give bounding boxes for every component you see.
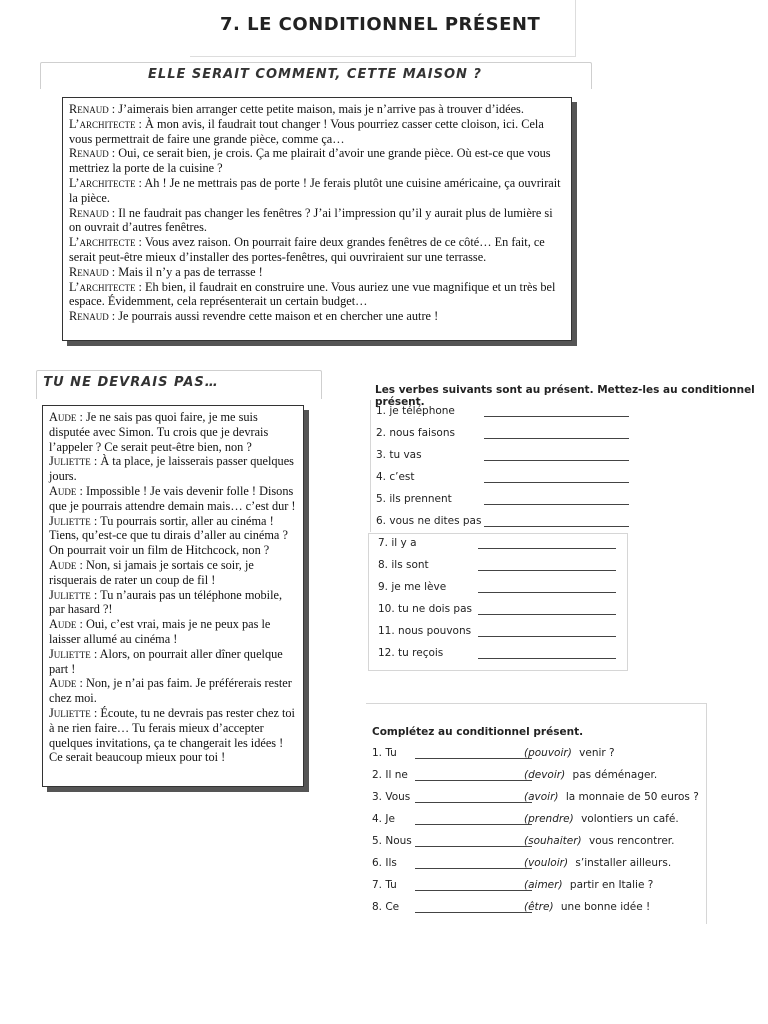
speaker-name: Juliette: [49, 646, 91, 661]
section2-heading: TU NE DEVRAIS PAS…: [43, 375, 219, 390]
line-text: : À mon avis, il faudrait tout changer ! Vous pourriez casser cette cloison, ici. Cela vous permettrait de faire une grande pièce, comme ça…: [69, 116, 544, 146]
line-text: : Non, si jamais je sortais ce soir, je risquerais de rater un coup de fil !: [49, 557, 254, 587]
exercise2-verb-hint: [524, 901, 650, 913]
exercise2-subject: 1. Tu: [372, 747, 397, 759]
answer-blank[interactable]: [478, 636, 616, 637]
speaker-name: Aude: [49, 483, 77, 498]
line-text: : Oui, c’est vrai, mais je ne peux pas le laisser allumé au cinéma !: [49, 617, 271, 646]
devrais-dialogue-line: [49, 706, 298, 765]
dialogue-maison-lines: [69, 102, 565, 324]
line-text: : Impossible ! Je vais devenir folle ! Disons que je pourrais attendre demain mais… c’est dur !: [49, 483, 296, 513]
maison-dialogue-line: [69, 235, 565, 265]
speaker-name: Juliette: [49, 513, 91, 528]
speaker-name: Aude: [49, 557, 77, 572]
answer-blank[interactable]: [415, 868, 532, 869]
devrais-dialogue-line: [49, 676, 298, 706]
speaker-name: Renaud: [69, 102, 109, 116]
line-text: : Écoute, tu ne devrais pas rester chez toi à ne rien faire… Tu ferais mieux d’accepter quelques invitations, ça te changerait les idées ! Ce serait beaucoup mieux pour toi !: [49, 705, 295, 765]
infinitive-hint: (vouloir): [524, 857, 569, 869]
dialogue-box-maison: [62, 97, 572, 341]
exercise2-item: [372, 769, 408, 781]
sentence-end: volontiers un café.: [577, 813, 679, 825]
exercise2-item: [372, 857, 397, 869]
exercise2-verb-hint: [524, 879, 653, 891]
line-text: : Alors, on pourrait aller dîner quelque part !: [49, 646, 283, 676]
exercise2-subject: 3. Vous: [372, 791, 411, 803]
answer-blank[interactable]: [415, 758, 532, 759]
exercise2-subject: 5. Nous: [372, 835, 412, 847]
exercise1-item: 10. tu ne dois pas: [378, 603, 472, 615]
line-text: : Vous avez raison. On pourrait faire deux grandes fenêtres de ce côté… En fait, ce serait peut-être mieux d’installer des portes-fenêtres, qui ouvriraient sur une terrasse.: [69, 235, 545, 264]
maison-dialogue-line: [69, 176, 565, 206]
speaker-name: L’architecte: [69, 235, 136, 250]
answer-blank[interactable]: [478, 548, 616, 549]
line-text: : J’aimerais bien arranger cette petite maison, mais je n’arrive pas à trouver d’idées.: [108, 102, 524, 116]
devrais-dialogue-line: [49, 588, 298, 618]
exercise2-verb-hint: [524, 791, 699, 803]
exercise2-verb-hint: [524, 835, 675, 847]
answer-blank[interactable]: [415, 780, 532, 781]
answer-blank[interactable]: [415, 802, 532, 803]
sentence-end: venir ?: [575, 747, 615, 759]
exercise1-item: 11. nous pouvons: [378, 625, 472, 637]
infinitive-hint: (devoir): [524, 769, 566, 781]
exercise2-instruction: Complétez au conditionnel présent.: [372, 726, 584, 738]
exercise1-frame-top: [368, 400, 371, 532]
exercise2-verb-hint: [524, 857, 671, 869]
exercise2-item: [372, 879, 397, 891]
answer-blank[interactable]: [415, 846, 532, 847]
maison-dialogue-line: [69, 309, 565, 324]
maison-dialogue-line: [69, 265, 565, 280]
answer-blank[interactable]: [415, 824, 532, 825]
exercise1-item: 3. tu vas: [376, 449, 422, 461]
line-text: : Non, je n’ai pas faim. Je préférerais rester chez moi.: [49, 676, 292, 706]
devrais-dialogue-line: [49, 454, 298, 484]
answer-blank[interactable]: [415, 890, 532, 891]
answer-blank[interactable]: [484, 416, 629, 417]
sentence-end: pas déménager.: [569, 769, 658, 781]
line-text: : Mais il n’y a pas de terrasse !: [108, 264, 263, 279]
sentence-end: une bonne idée !: [557, 901, 651, 913]
maison-dialogue-line: [69, 102, 565, 117]
speaker-name: Renaud: [69, 264, 109, 279]
infinitive-hint: (prendre): [524, 813, 574, 825]
sentence-end: s’installer ailleurs.: [572, 857, 672, 869]
speaker-name: Aude: [49, 676, 77, 691]
dialogue-tu-ne-devrais-lines: [49, 410, 298, 765]
speaker-name: Aude: [49, 617, 77, 632]
line-text: : Il ne faudrait pas changer les fenêtres ? J’ai l’impression qu’il y aurait plus de lumière si on ouvrait d’autres fenêtres.: [69, 205, 553, 235]
devrais-dialogue-line: [49, 617, 298, 647]
speaker-name: Aude: [49, 410, 77, 424]
maison-dialogue-line: [69, 206, 565, 236]
exercise2-verb-hint: [524, 813, 679, 825]
answer-blank[interactable]: [478, 614, 616, 615]
maison-dialogue-line: [69, 117, 565, 147]
answer-blank[interactable]: [484, 438, 629, 439]
answer-blank[interactable]: [484, 482, 629, 483]
infinitive-hint: (aimer): [524, 879, 563, 891]
speaker-name: L’architecte: [69, 175, 136, 190]
answer-blank[interactable]: [484, 526, 629, 527]
speaker-name: Juliette: [49, 705, 91, 720]
line-text: : Tu pourrais sortir, aller au cinéma ! Tiens, qu’est-ce que tu dirais d’aller au cinéma ? On pourrait voir un film de Hitchcock, non ?: [49, 513, 288, 558]
line-text: : À ta place, je laisserais passer quelques jours.: [49, 454, 294, 484]
exercise2-item: [372, 813, 395, 825]
answer-blank[interactable]: [478, 592, 616, 593]
exercise2-subject: 4. Je: [372, 813, 395, 825]
answer-blank[interactable]: [478, 570, 616, 571]
speaker-name: Renaud: [69, 146, 109, 161]
exercise1-item: 8. ils sont: [378, 559, 429, 571]
answer-blank[interactable]: [415, 912, 532, 913]
sentence-end: vous rencontrer.: [585, 835, 675, 847]
speaker-name: L’architecte: [69, 116, 136, 131]
infinitive-hint: (souhaiter): [524, 835, 582, 847]
exercise2-item: [372, 791, 410, 803]
exercise1-item: 4. c’est: [376, 471, 415, 483]
devrais-dialogue-line: [49, 558, 298, 588]
speaker-name: Juliette: [49, 454, 91, 469]
speaker-name: L’architecte: [69, 279, 136, 294]
exercise1-item: 5. ils prennent: [376, 493, 452, 505]
line-text: : Ah ! Je ne mettrais pas de porte ! Je ferais plutôt une cuisine américaine, ça ouvrirait la pièce.: [69, 175, 561, 205]
line-text: : Oui, ce serait bien, je crois. Ça me plairait d’avoir une grande pièce. Où est-ce que vous mettriez la porte de la cuisine ?: [69, 146, 551, 176]
exercise2-subject: 8. Ce: [372, 901, 400, 913]
line-text: : Je pourrais aussi revendre cette maison et en chercher une autre !: [108, 309, 439, 324]
exercise2-item: [372, 747, 397, 759]
exercise2-subject: 2. Il ne: [372, 769, 408, 781]
maison-dialogue-line: [69, 146, 565, 176]
answer-blank[interactable]: [478, 658, 616, 659]
exercise2-item: [372, 835, 412, 847]
line-text: : Je ne sais pas quoi faire, je me suis disputée avec Simon. Tu crois que je devrais l’appeler ? Ce serait peut-être bien, non ?: [49, 410, 269, 454]
exercise1-item: 1. je téléphone: [376, 405, 455, 417]
exercise1-item: 9. je me lève: [378, 581, 447, 593]
speaker-name: Juliette: [49, 587, 91, 602]
infinitive-hint: (avoir): [524, 791, 559, 803]
exercise2-verb-hint: [524, 769, 657, 781]
exercise1-item: 7. il y a: [378, 537, 417, 549]
devrais-dialogue-line: [49, 410, 298, 454]
exercise2-item: [372, 901, 399, 913]
exercise1-instruction: Les verbes suivants sont au présent. Mettez-les au conditionnel présent.: [375, 384, 755, 408]
devrais-dialogue-line: [49, 514, 298, 558]
infinitive-hint: (pouvoir): [524, 747, 572, 759]
answer-blank[interactable]: [484, 460, 629, 461]
line-text: : Tu n’aurais pas un téléphone mobile, par hasard ?!: [49, 587, 283, 617]
exercise1-item: 6. vous ne dites pas: [376, 515, 482, 527]
section1-heading: ELLE SERAIT COMMENT, CETTE MAISON ?: [148, 67, 482, 82]
exercise2-subject: 6. Ils: [372, 857, 397, 869]
sentence-end: la monnaie de 50 euros ?: [562, 791, 699, 803]
page-title: 7. LE CONDITIONNEL PRÉSENT: [220, 14, 541, 35]
sentence-end: partir en Italie ?: [566, 879, 654, 891]
answer-blank[interactable]: [484, 504, 629, 505]
exercise2-subject: 7. Tu: [372, 879, 397, 891]
exercise2-verb-hint: [524, 747, 615, 759]
exercise1-item: 12. tu reçois: [378, 647, 444, 659]
dialogue-box-tu-ne-devrais: [42, 405, 304, 787]
exercise1-item: 2. nous faisons: [376, 427, 455, 439]
infinitive-hint: (être): [524, 901, 554, 913]
devrais-dialogue-line: [49, 647, 298, 677]
devrais-dialogue-line: [49, 484, 298, 514]
speaker-name: Renaud: [69, 205, 109, 220]
speaker-name: Renaud: [69, 309, 109, 324]
line-text: : Eh bien, il faudrait en construire une. Vous auriez une vue magnifique et un très bel espace. Évidemment, cela représenterait un certain budget…: [69, 279, 556, 309]
maison-dialogue-line: [69, 280, 565, 310]
